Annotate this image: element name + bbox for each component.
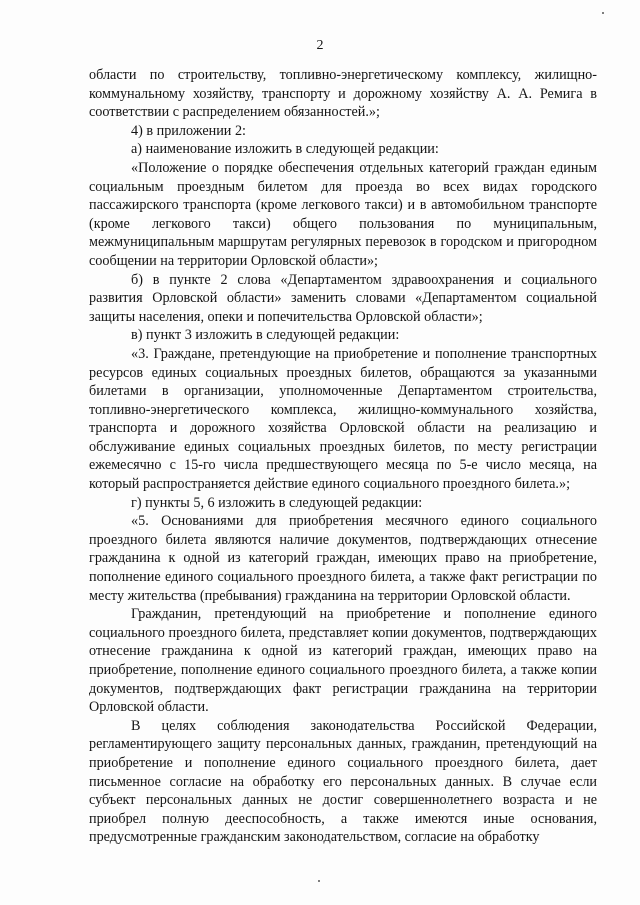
- scan-speck: [318, 880, 320, 882]
- paragraph-clause-3: «3. Граждане, претендующие на приобретение и пополнение транспортных ресурсов единых социальных проездных билетов, обращаются за указанными билетами в организации, уполномоченные Департаментом строительства, топливно-энергетического комплекса, жилищно-коммунального хозяйства, транспорта и дорожного хозяйства Орловской области на реализацию и обслуживание единых социальных проездных билетов, по месту регистрации ежемесячно с 15-го числа предшествующего месяца по 5-е число месяца, на который распространяется действие единого социального проездного билета.»;: [89, 345, 597, 493]
- paragraph-subitem-g: г) пункты 5, 6 изложить в следующей редакции:: [131, 494, 423, 511]
- paragraph-personal-data-consent: В целях соблюдения законодательства Российской Федерации, регламентирующего защиту персональных данных, гражданин, претендующий на приобретение и пополнение единого социального проездного билета, дает письменное согласие на обработку его персональных данных. В случае если субъект персональных данных не достиг совершеннолетнего возраста и не приобрел полную дееспособность, а также имеются иные основания, предусмотренные гражданским законодательством, согласие на обработку: [89, 717, 597, 846]
- paragraph-citizen-documents: Гражданин, претендующий на приобретение и пополнение единого социального проездного билета, представляет копии документов, подтверждающих отнесение гражданина к одной из категорий граждан, имеющих право на приобретение, пополнение единого социального проездного билета, а также копии документов, подтверждающих факт регистрации гражданина на территории Орловской области.: [89, 606, 597, 716]
- scan-speck: [602, 12, 604, 14]
- paragraph-item-4: 4) в приложении 2:: [131, 122, 246, 139]
- document-body: [89, 66, 597, 847]
- paragraph-subitem-v: в) пункт 3 изложить в следующей редакции:: [131, 327, 400, 344]
- paragraph-subitem-a: а) наименование изложить в следующей редакции:: [131, 141, 439, 158]
- page-number: 2: [316, 38, 324, 53]
- paragraph-subitem-b: б) в пункте 2 слова «Департаментом здравоохранения и социального развития Орловской области» заменить словами «Департаментом социальной защиты населения, опеки и попечительства Орловской области»;: [89, 271, 597, 325]
- paragraph-clause-5: «5. Основаниями для приобретения месячного единого социального проездного билета являются наличие документов, подтверждающих отнесение гражданина к одной из категорий граждан, имеющих право на приобретение, пополнение единого социального проездного билета, а также факт регистрации по месту жительства (пребывания) гражданина на территории Орловской области.: [89, 513, 597, 604]
- paragraph-intro-continuation: области по строительству, топливно-энергетическому комплексу, жилищно-коммунальному хозяйству, транспорту и дорожному хозяйству А. А. Ремига в соответствии с распределением обязанностей.»;: [89, 67, 597, 121]
- paragraph-title-quote: «Положение о порядке обеспечения отдельных категорий граждан единым социальным проездным билетом для проезда во всех видах городского пассажирского транспорта (кроме легкового такси) и в автомобильном транспорте (кроме легкового такси) общего пользования по муниципальным, межмуниципальным маршрутам регулярных перевозок в городском и пригородном сообщении на территории Орловской области»;: [89, 159, 597, 269]
